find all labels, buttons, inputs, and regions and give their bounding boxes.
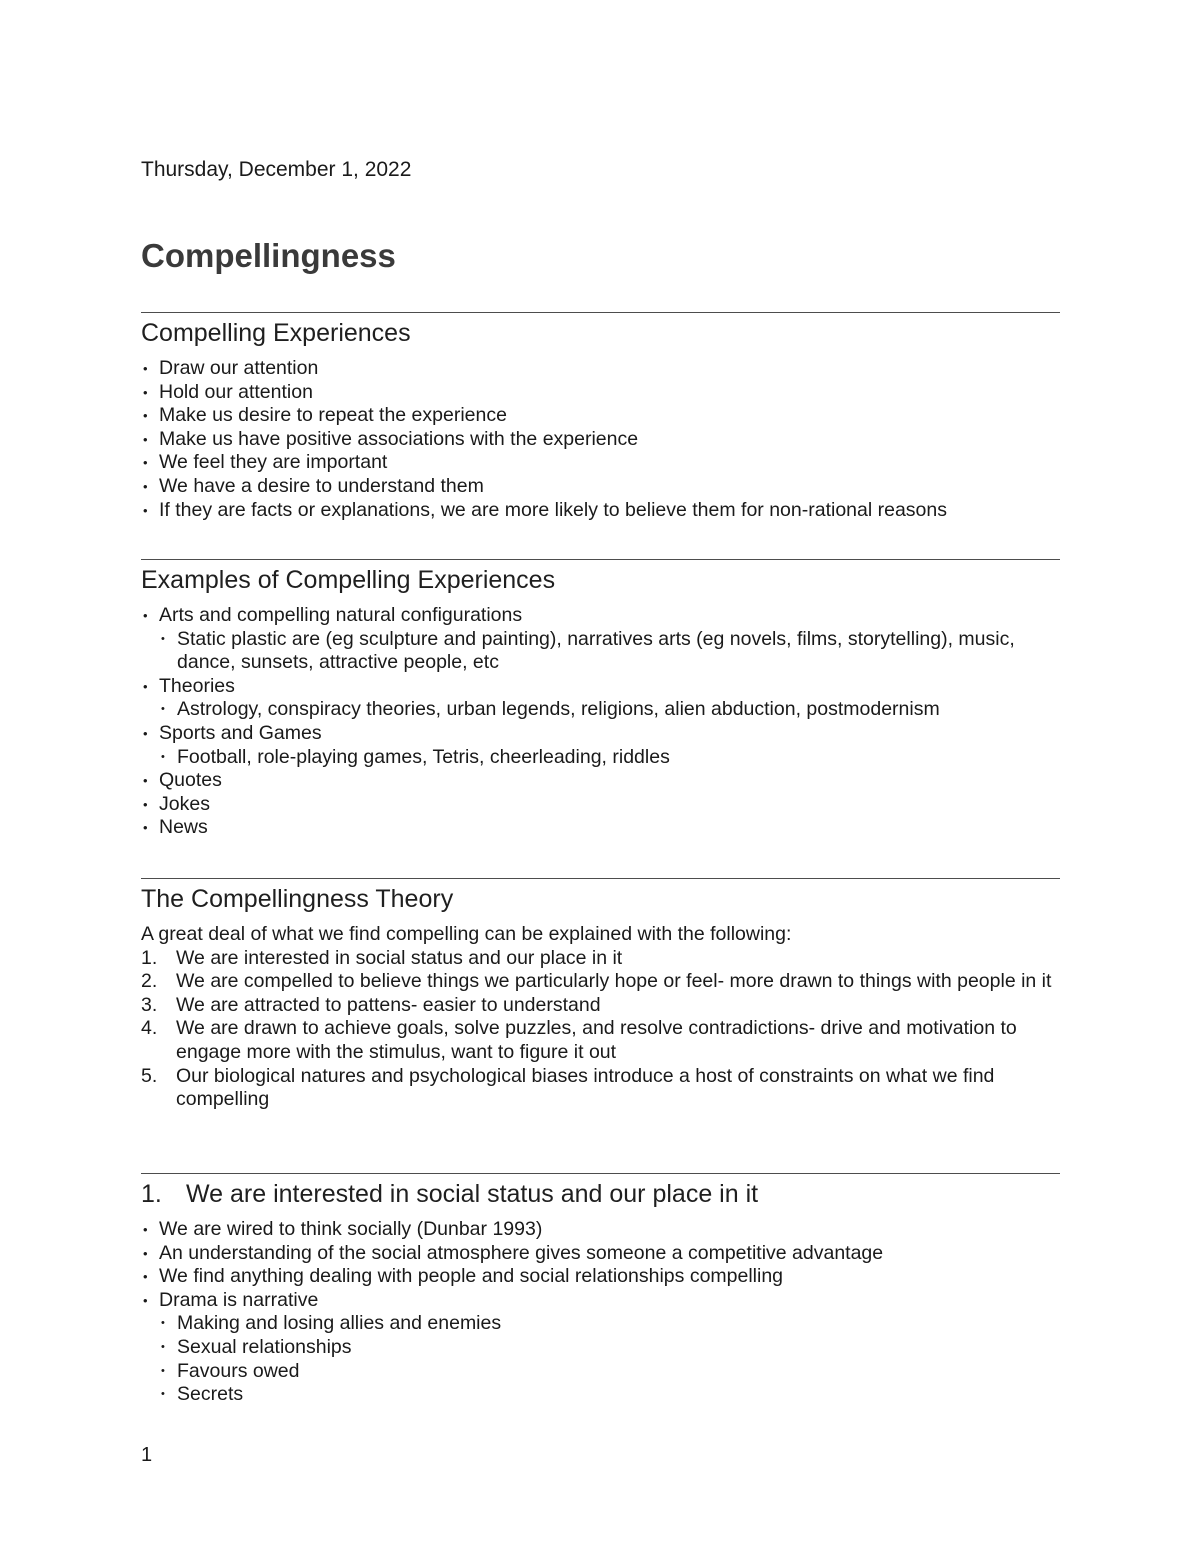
sub-list-item: • Static plastic are (eg sculpture and painting), narratives arts (eg novels, films, storytelling), music, dance, sunsets, attractive people, etc — [161, 627, 1015, 674]
list-item: 3. We are attracted to pattens- easier to understand — [141, 993, 601, 1016]
list-item: • We feel they are important — [143, 451, 388, 474]
sub-list-item: • Football, role-playing games, Tetris, cheerleading, riddles — [161, 745, 670, 768]
list-item: • Drama is narrative • Making and losing allies and enemies • Sexual relationships • Favours owed • Secrets — [141, 1289, 1060, 1407]
section-heading: 1. We are interested in social status and our place in it — [141, 1180, 759, 1208]
list-item: • We find anything dealing with people and social relationships compelling — [143, 1265, 784, 1288]
section-heading: Compelling Experiences — [141, 319, 411, 347]
page-number: 1 — [141, 1444, 153, 1466]
sub-list-item: • Astrology, conspiracy theories, urban legends, religions, alien abduction, postmodernism — [161, 698, 940, 721]
list-item: • News — [143, 816, 208, 839]
page-title: Compellingness — [141, 237, 396, 274]
list-item: • An understanding of the social atmosphere gives someone a competitive advantage — [143, 1241, 884, 1264]
bullet-list — [141, 1218, 1060, 1407]
list-item: • Draw our attention — [143, 357, 319, 379]
section-intro: A great deal of what we find compelling can be explained with the following: — [141, 923, 792, 945]
date-line: Thursday, December 1, 2022 — [141, 158, 412, 181]
section-social-status — [141, 1173, 1060, 1407]
numbered-list — [141, 947, 1060, 1112]
list-item: 4. We are drawn to achieve goals, solve puzzles, and resolve contradictions- drive and motivation to engage more with the stimulus, want to figure it out — [141, 1017, 1017, 1063]
section-examples — [141, 559, 1060, 840]
section-theory — [141, 878, 1060, 1112]
sub-list-item: • Sexual relationships — [161, 1335, 352, 1358]
sub-list-item: • Secrets — [161, 1383, 244, 1406]
list-item: • Quotes — [143, 769, 222, 792]
list-item: • If they are facts or explanations, we are more likely to believe them for non-rational reasons — [143, 498, 947, 521]
list-item: • Make us have positive associations with the experience — [143, 427, 639, 450]
sub-list-item: • Favours owed — [161, 1359, 300, 1382]
list-item: • Hold our attention — [143, 380, 313, 403]
list-item: • Jokes — [143, 792, 210, 815]
list-item: • We are wired to think socially (Dunbar 1993) — [143, 1218, 543, 1240]
list-item: • Make us desire to repeat the experience — [143, 404, 507, 427]
list-item: 5. Our biological natures and psychological biases introduce a host of constraints on what we find compelling — [141, 1064, 995, 1111]
list-item: • Sports and Games • Football, role-playing games, Tetris, cheerleading, riddles — [141, 722, 1060, 769]
section-compelling-experiences — [141, 312, 1060, 522]
bullet-list — [141, 604, 1060, 840]
bullet-list — [141, 357, 1060, 522]
list-item: • Arts and compelling natural configurations • Static plastic are (eg sculpture and painting), narratives arts (eg novels, films, storytelling), music, dance, sunsets, attractive people, etc — [141, 604, 1060, 675]
section-heading: The Compellingness Theory — [141, 885, 454, 913]
list-item: • We have a desire to understand them — [143, 474, 484, 497]
list-item: 1. We are interested in social status and our place in it — [141, 946, 623, 969]
section-heading: Examples of Compelling Experiences — [141, 566, 556, 594]
list-item: 2. We are compelled to believe things we particularly hope or feel- more drawn to things with people in it — [141, 970, 1052, 993]
list-item: • Theories • Astrology, conspiracy theories, urban legends, religions, alien abduction, postmodernism — [141, 675, 1060, 722]
sub-list-item: • Making and losing allies and enemies — [161, 1312, 502, 1335]
